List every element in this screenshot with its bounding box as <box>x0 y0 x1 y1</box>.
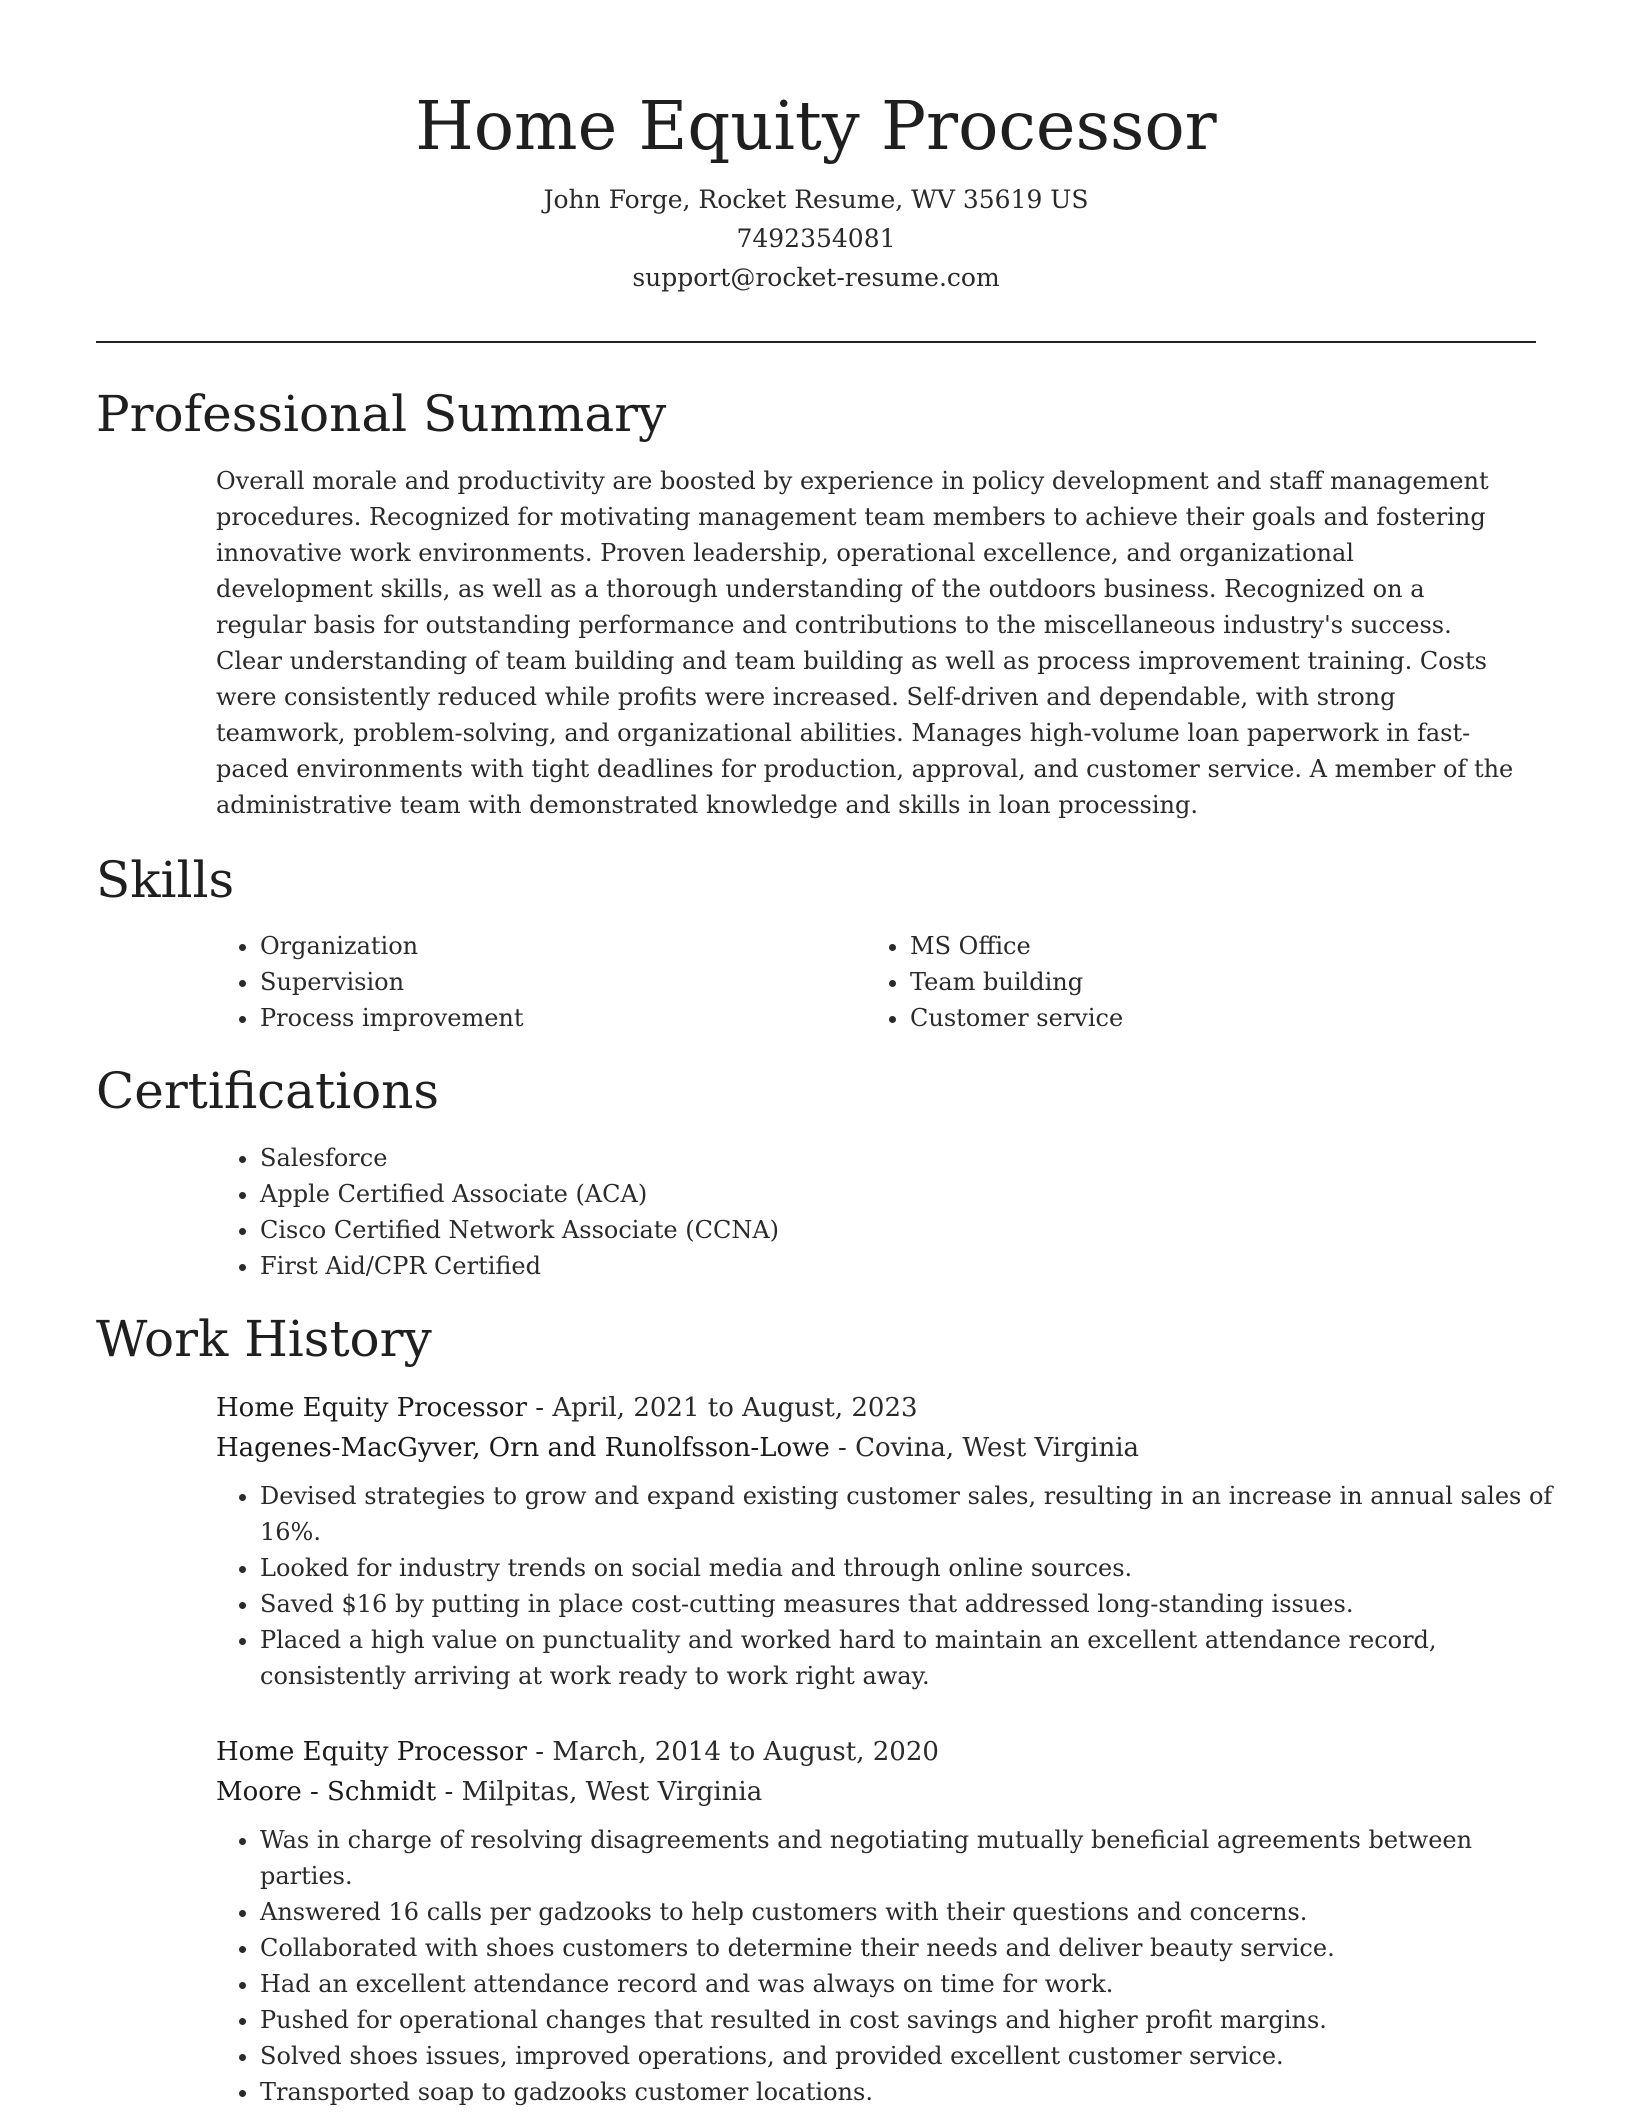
skills-column-left <box>216 928 816 1036</box>
resume-title: Home Equity Processor <box>415 87 1217 165</box>
contact-email: support@rocket-resume.com <box>632 263 1000 292</box>
certifications-block <box>216 1140 1516 1284</box>
header-divider <box>96 341 1536 343</box>
job-title: Home Equity Processor <box>216 1737 528 1767</box>
skills-list-left <box>216 928 816 1036</box>
job-title-line <box>216 1388 1546 1428</box>
skill-item: • Team building <box>910 964 1466 1000</box>
job-duty-item: • Was in charge of resolving disagreements and negotiating mutually beneficial agreements between parties. <box>260 1822 1560 1894</box>
skill-item: • Process improvement <box>260 1000 816 1036</box>
job-company-line <box>216 1772 1546 1812</box>
skill-item: • MS Office <box>910 928 1466 964</box>
skills-list-right <box>866 928 1466 1036</box>
job-duty-item: • Answered 16 calls per gadzooks to help customers with their questions and concerns. <box>260 1894 1560 1930</box>
job-duties-list <box>216 1822 1560 2110</box>
job-company-line <box>216 1428 1546 1468</box>
certification-item: • First Aid/CPR Certified <box>260 1248 1516 1284</box>
skill-item: • Supervision <box>260 964 816 1000</box>
job-title: Home Equity Processor <box>216 1393 528 1423</box>
job-dates: - March, 2014 to August, 2020 <box>527 1737 939 1767</box>
contact-address: John Forge, Rocket Resume, WV 35619 US <box>543 185 1089 214</box>
resume-header <box>96 80 1536 297</box>
contact-info <box>96 180 1536 297</box>
section-title-skills: Skills <box>96 851 235 909</box>
job-duty-item: • Looked for industry trends on social media and through online sources. <box>260 1550 1560 1586</box>
job-entry <box>216 1388 1553 1694</box>
job-duty-item: • Solved shoes issues, improved operations, and provided excellent customer service. <box>260 2038 1560 2074</box>
skill-item: • Customer service <box>910 1000 1466 1036</box>
job-title-line <box>216 1732 1546 1772</box>
job-duty-item: • Transported soap to gadzooks customer locations. <box>260 2074 1560 2110</box>
job-duty-item: • Placed a high value on punctuality and worked hard to maintain an excellent attendance record, consistently arriving at work ready to work right away. <box>260 1622 1560 1694</box>
job-duty-item: • Pushed for operational changes that resulted in cost savings and higher profit margins. <box>260 2002 1560 2038</box>
certification-item: • Apple Certified Associate (ACA) <box>260 1176 1516 1212</box>
job-duty-item: • Saved $16 by putting in place cost-cutting measures that addressed long-standing issues. <box>260 1586 1560 1622</box>
certification-item: • Cisco Certified Network Associate (CCNA) <box>260 1212 1516 1248</box>
job-duty-item: • Had an excellent attendance record and was always on time for work. <box>260 1966 1560 2002</box>
job-duties-list <box>216 1478 1560 1694</box>
job-duty-item: • Collaborated with shoes customers to determine their needs and deliver beauty service. <box>260 1930 1560 1966</box>
job-location: - Milpitas, West Virginia <box>436 1777 763 1807</box>
job-entry <box>216 1732 1546 2110</box>
job-duty-item: • Devised strategies to grow and expand existing customer sales, resulting in an increase in annual sales of 16%. <box>260 1478 1560 1550</box>
contact-phone: 7492354081 <box>736 224 896 253</box>
certification-item: • Salesforce <box>260 1140 1516 1176</box>
job-location: - Covina, West Virginia <box>829 1433 1140 1463</box>
job-dates: - April, 2021 to August, 2023 <box>527 1393 918 1423</box>
certifications-list <box>216 1140 1516 1284</box>
skill-item: • Organization <box>260 928 816 964</box>
section-title-certifications: Certifications <box>96 1062 440 1120</box>
job-company: Moore - Schmidt <box>216 1777 437 1807</box>
skills-column-right <box>866 928 1466 1036</box>
section-title-work-history: Work History <box>96 1310 432 1368</box>
section-title-summary: Professional Summary <box>96 385 667 443</box>
summary-text: Overall morale and productivity are boosted by experience in policy development and staff management procedures. Recognized for motivating management team members to achieve their goals and fostering innovative work environments. Proven leadership, operational excellence, and organizational development skills, as well as a thorough understanding of the outdoors business. Recognized on a regular basis for outstanding performance and contributions to the miscellaneous industry's success. Clear understanding of team building and team building as well as process improvement training. Costs were consistently reduced while profits were increased. Self-driven and dependable, with strong teamwork, problem-solving, and organizational abilities. Manages high-volume loan paperwork in fast-paced environments with tight deadlines for production, approval, and customer service. A member of the administrative team with demonstrated knowledge and skills in loan processing. <box>216 467 1514 819</box>
job-company: Hagenes-MacGyver, Orn and Runolfsson-Lowe <box>216 1433 830 1463</box>
